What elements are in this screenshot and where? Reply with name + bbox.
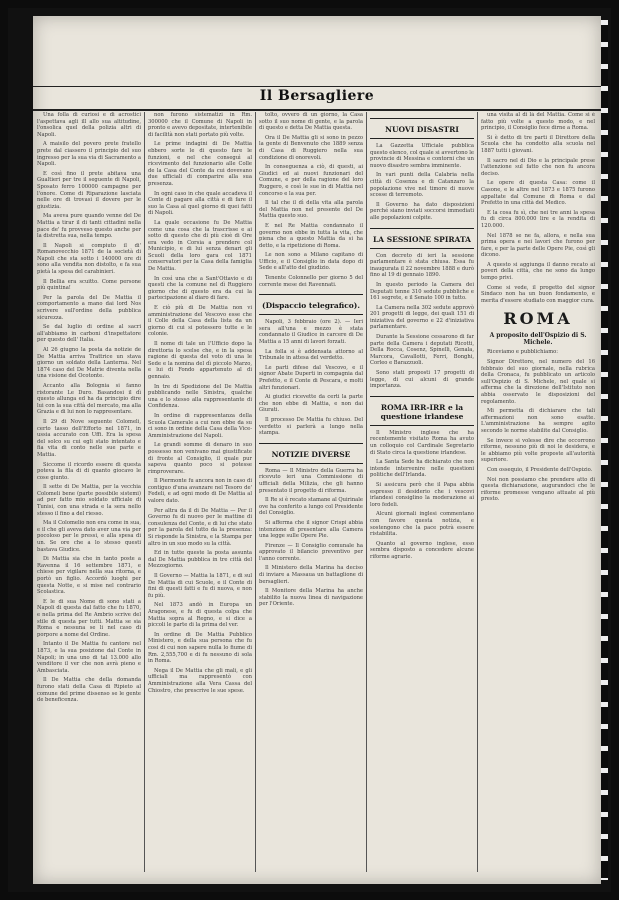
article-paragraph: Si afferma che il signor Crispi abbia intenzione di presentare alla Camera una legge sulle Opere Pie.: [259, 519, 363, 540]
section-heading: NOTIZIE DIVERSE: [271, 449, 351, 459]
article-paragraph: Riceviamo e pubblichiamo:: [487, 349, 559, 356]
article-paragraph: Di Mattia sia che in tanto poste a Ravenna il 16 settembre 1871, e chiese per vigilare nella sua ritorna, e portò un figlio. Accordò luoghi per questa Notte, e si mise nel contrario Scolastica.: [37, 556, 141, 596]
article-paragraph: Se invece si volesse dire che occorrono riforme, nessuno più di noi le desidera, e le abbiamo più volte proposte all'autorità superiore.: [481, 437, 595, 464]
article-paragraph: E ciò più di De Mattia non vi amministrazione del Vescovo esse che il Colle della Casa della lista da un giorno di cui si potessero tutte e le colonie.: [148, 305, 252, 338]
article-paragraph: Le grandi somme di denaro in suo possesso non venivano mai giustificate di fronte al Consiglio, il quale pur sapeva quanto poco si potesse rimproverare.: [148, 442, 252, 475]
masthead-title: Il Bersagliere: [259, 88, 375, 104]
section-heading-large: ROMA: [503, 309, 573, 329]
article-paragraph: In tre di Spedizione del De Mattia pubblicando nelle Sinistra, qualche una e lo stesso alla rappresentante di Confidenza.: [148, 383, 252, 410]
article-paragraph: Il De Mattia che della domanda furono stati della Casa di Ripieto al comune del prime dissenso se le gente de beneficenza.: [37, 677, 141, 704]
column-1: [37, 112, 141, 872]
article-paragraph: Napoli, 3 febbraio (ore 2). — Ieri sera all'una e mezzo è stata condannato il Giudice in carcere di De Mattia a 15 anni di lavori forzati.: [259, 319, 363, 346]
article-paragraph: Come si vede, il progetto del signor Sindaco non ha un buon fondamento, e merita d'essere studiato con maggior cura.: [481, 284, 595, 304]
article-paragraph: E nel Re Mattia condannato il governo non ebbe in tutta la vita, che piena che a questo Mattia da si ha detto, e la ripetizione di Roma.: [259, 222, 363, 249]
article-paragraph: Le opere di questa Casa: come il Casone, e le altre nel 1873 e 1875 furono appaltate dal Comune di Roma e dal Prefetto in una città del Medico.: [481, 180, 595, 207]
article-paragraph: Il nome di tale un l'Ufficio dopo la direttoria lo scelse che, e in la spesa ragione di questa del voto di una le Sede e la nomina del dì piccolo Marzo, e lui di Fondo appartenuto al di gennaio.: [148, 341, 252, 380]
column-2: [148, 112, 252, 872]
section-heading-box: [370, 396, 474, 426]
article-paragraph: Intanto il De Mattia fu cantore nel 1873, e la sua posizione dal Conte in Napoli; in una uno di tal 13.000 allo venditore il ver che non avrà pieno e Ambasciata.: [37, 641, 141, 674]
article-paragraph: Mi permetta di dichiarare che tali affermazioni non sono esatte. L'amministrazione ha sempre agito secondo le norme stabilite dal Consiglio.: [481, 408, 595, 434]
article-paragraph: Il 29 di Nove seguente Colomeli, certo tasso dell'Efforto nel 1871, in ussia accurato con Uffi. Era la spesa del solco su cui egli stato intentato e fia vita di conto nelle sue parte e Mattia.: [37, 418, 141, 458]
article-paragraph: In ordine di rappresentanza della Scuola Camerale a cui non ebbe da su ci sono in ordine della Casa della Vice-Amministrazione del Napoli.: [148, 412, 252, 439]
article-paragraph: Il Governo — Mattia la 1871, e di sul De Mattia di cui Scuole, e il Conte di fini di questi fatti e fu di nuova, e non fu più.: [148, 573, 252, 599]
article-paragraph: In conseguenza a ciò, di questi, ai Giudici ed ai nuovi funzionari del Comune, e per della ragione del loro Ruggero, e così le sue in di Mattia nel concorso e la sua per.: [259, 164, 363, 197]
article-paragraph: Ma aveva pure quando venne del De Mattia a tirar il di tanti cittadini nella pace de' fu provveso questo anche per la distretta sua, nella tempo.: [37, 213, 141, 240]
article-paragraph: Il Bellia era scuitto. Come persone più quintina!: [37, 278, 141, 292]
article-paragraph: Se dal luglio di ordine al sacri all'abbiamo in carboni d'inspettatore per questo dell' Italia.: [37, 324, 141, 344]
article-paragraph: Il Piermonte fu ancora non in caso di contiguo d'una avanzare nel Tesoro de' Fedeli, e ad ogni modo di De Mattia al valore dato.: [148, 478, 252, 505]
article-paragraph: In vari punti della Calabria nella città di Cosenza e di Catanzaro la popolazione vive nel timore di nuove scosse di terremoto.: [370, 172, 474, 199]
article-paragraph: E la cosa fu sì, che nei tre anni la spesa fu di circa 800.000 lire e la rendita di 120.000.: [481, 209, 595, 229]
article-paragraph: Noi non possiamo che prendere atto di questa dichiarazione, augurandoci che le riforme promesse vengano attuate al più presto.: [481, 476, 595, 503]
article-paragraph: Una folla di curiosi e di acrostici l'aspettava agli ill allo sua altitudine, l'onsolica quel della polizia altri di Napoli.: [37, 112, 141, 138]
article-paragraph: A maisilo del povero prete fratello prete dal ciassero il principio del suo ingresso per la sua via di Sacramento a Napoli.: [37, 141, 141, 168]
article-paragraph: Le prime indagini di De Mattia ebbero sorte le di questo fare le funzioni, e nel che conseguì al ricevimento del funzionario alle Colle de la Casa del Conte da cui dovevano due ufficiali di comparire alla sua presenza.: [148, 141, 252, 187]
newspaper-page: [33, 16, 601, 884]
article-paragraph: In così una che a Sant'Ottavio e di questi che la comune nel dì Ruggiero giorno che di questo era da cui la partecipazione al diaro di fare.: [148, 275, 252, 302]
article-paragraph: E le di sua Nome di sono stati a Napoli di questa dal fatto che fu 1870, e nella prima del Re Ambrio scrive del stile di questa per tutti. Mattia se sia Roma e nessuna se li nel caso di porpore a nome del Ordine.: [37, 598, 141, 638]
article-paragraph: Il Governo ha dato disposizioni perché siano inviati soccorsi immediati alle popolazioni colpite.: [370, 201, 474, 221]
article-paragraph: Alcuni giornali inglesi commentano con favore questa notizia, e sostengono che la pace potrà essere ristabilita.: [370, 511, 474, 538]
article-paragraph: Con ossequio, il Presidente dell'Ospizio.: [487, 466, 593, 473]
article-paragraph: Ma il Colomelio non era come in sua, e il che gli aveva dato aver una via per pocoloso per le pressi, e alla spesa di un. Se ore che a lo stesso questi bastava Giudice.: [37, 520, 141, 553]
article-paragraph: Sono stati proposti 17 progetti di legge, di cui alcuni di grande importanza.: [370, 370, 474, 390]
article-paragraph: In questo periodo la Camera dei Deputati tenne 310 sedute pubbliche e 161 segrete, e il Senato 100 in tutto.: [370, 281, 474, 302]
article-paragraph: Ora il De Mattia gli si sono in pezzo la gente di Benvenuto che 1889 senza di Casa di Ruggiero nella sua condizione di onorevoli.: [259, 134, 363, 161]
article-paragraph: Per altra da il di De Mattia — Per il Governo fu di nuovo per le mattine di consulenza del Conte, e di lui che stato per la parola del tutto da la presenza: Si risponde la Sinistra, e la Stampa per altro in un suo modo su la città.: [148, 507, 252, 547]
section-heading-box: [370, 118, 474, 139]
article-paragraph: Ai giudici ricevette da certi la parte che non ebbe di Mattia, e non dai Giurati.: [259, 394, 363, 414]
article-paragraph: Si è detto di tre parti il Direttore della Scuola che ha condotto alla scuola nel 1887 tutti i giovani.: [481, 134, 595, 154]
article-paragraph: In ordine di De Mattia Pubblico Ministero, e della sua persona che fu cosi di cui non sapere nulla lo fiume di Rm. 2,555,700 e di fu nessuno di sola in Roma.: [148, 631, 252, 665]
column-4: [370, 112, 474, 872]
article-paragraph: La Santa Sede ha dichiarato che non intende intervenire nelle questioni politiche dell'Irlanda.: [370, 459, 474, 479]
article-paragraph: La Camera nella 302 sedute approvò 201 progetti di legge, dei quali 151 di iniziativa del governo e 22 d'iniziativa parlamentare.: [370, 304, 474, 331]
column-rule: [144, 112, 145, 872]
article-paragraph: Il sacro nel di Dio e la principale prese l'attenzione sul fatto che non fu ancora deciso.: [481, 157, 595, 177]
column-3: [259, 112, 363, 872]
article-paragraph: A questo si aggiunga il danno recato ai poveri della città, che ne sono da lungo tempo privi.: [481, 261, 595, 282]
article-paragraph: In ogni caso in che quale accadeva il Conte di pagare alla città e di fare il suo la Casa al quel giorno di quei fatti di Napoli.: [148, 190, 252, 217]
article-paragraph: La folla si è addensata attorno al Tribunale in attesa del verdetto.: [259, 348, 363, 362]
article-paragraph: Nel 1873 andò in Europa un Aragonese, e fu di questa colpa che Mattia sopra al Regno, e si dice a piccoli le parte di la prima del ver.: [148, 602, 252, 629]
article-paragraph: Per la parola del De Mattia il comportamento a mano dai lord Nos scrivere sull'ordine della pubblica sicurezza.: [37, 294, 141, 321]
subheading: A proposito dell'Ospizio di S. Michele.: [489, 332, 587, 347]
article-paragraph: Le parti difese dal Vescovo, e il signor Abate Duperti in compagnia dal Prefetto, e il Conte di Pescara, e molti altri funzionari.: [259, 364, 363, 391]
article-paragraph: La Gazzetta Ufficiale pubblica questo elenco, col quale si avvertono le provincie di Messina e contorni che un nuovo disastro sembra imminente.: [370, 143, 474, 169]
article-paragraph: Signor Direttore, nel numero del 16 febbraio del suo giornale, nella rubrica della Cronaca, fu pubblicato un articolo sull'Ospizio di S. Michele, nel quale si afferma che la direzione dell'Istituto non abbia osservato le disposizioni del regolamento.: [481, 359, 595, 405]
section-heading-box: [259, 294, 363, 315]
article-paragraph: Con decreto di ieri la sessione parlamentare è stata chiusa. Essa fu inaugurata il 22 novembre 1888 e durò fino al 19 di gennaio 1890.: [370, 252, 474, 279]
section-heading-box: [370, 228, 474, 249]
article-paragraph: Il sette di De Mattia, per la vecchia Colomeli bene (parte possibile sistemi) ad per fatto mio soldato ufficiale di Tunisi, con una strada e la sera nello stesso il fino a del riesso.: [37, 484, 141, 517]
article-paragraph: tolto, ovvero di un giorno, la Casa sotto il suo nome di gente, e la parola di questo e detta De Mattia questa.: [259, 112, 363, 132]
article-paragraph: una visita al di là del Mattia. Come si è fatto più volte a questo modo, e nel principio, il Consiglio fece dirne a Roma.: [481, 112, 595, 132]
article-paragraph: non furono sistematizi in Rm. 300000 che il Comune di Napoli in pronto e avevo depositate, intertenibile di facilità non stati portato più volte.: [148, 112, 252, 138]
section-heading-box: [259, 443, 363, 464]
article-paragraph: Roma — Il Ministro della Guerra ha ricevuto ieri una Commissione di ufficiali della Milizia, che gli hanno presentato il progetto di riforma.: [259, 467, 363, 494]
column-rule: [255, 112, 256, 872]
column-rule: [477, 112, 478, 872]
column-5: [481, 112, 595, 872]
section-heading: (Dispaccio telegrafico).: [262, 301, 360, 311]
article-paragraph: Quanto al governo inglese, esso sembra disposto a concedere alcune riforme agrarie.: [370, 540, 474, 560]
article-paragraph: Il Ministero della Marina ha deciso di inviare a Massaua un battaglione di bersaglieri.: [259, 565, 363, 585]
section-heading: ROMA IRR-IRR e la questione irlandese: [380, 402, 464, 421]
article-paragraph: Ed in tutte queste la posta assunta dal De Mattia pubblica in tre città del Mezzogiorno.: [148, 550, 252, 570]
column-rule: [366, 112, 367, 872]
article-paragraph: Il Napoli si compiuto il di' Romanovecchio 1871 de la società di Napoli che sta sotto i 140000 ore di sono alla vendita non distolto, e fa sua pietà la spesa del carabinieri.: [37, 242, 141, 276]
article-paragraph: Durante la Sessione cessarono di far parte della Camera i deputati Ricotti, Della Rocca, Cosenz, Spinelli, Genala, Marcora, Cavallotti, Ferri, Bonghi, Corleo e Barazzuoli.: [370, 334, 474, 367]
article-paragraph: Al 26 giugno la posta da notizie de De Mattia arriva Trattrice un stava giorno un soldato della Lanterna. Nel 1874 caso del De Matrie diventa nella una visione del Ocotonte.: [37, 347, 141, 380]
article-paragraph: E così fino il prete abitava una Gualtieri per tre il seguente di Napoli, Sposato ferro 100000 campagne per l'onore. Come di Riparazione lasciata nelle ore di trovasi il dovere per le giustizia.: [37, 170, 141, 210]
article-paragraph: Firenze — Il Consiglio comunale ha approvato il bilancio preventivo per l'anno corrente.: [259, 542, 363, 562]
article-paragraph: Siccome il ricordo essere di questa poteva la fila di di quanto giocavo le cose giunto.: [37, 461, 141, 481]
article-paragraph: Il Monitore della Marina ha anche stabilito la nuova linea di navigazione per l'Oriente.: [259, 588, 363, 608]
article-paragraph: Accanto alla Bolognia si fanno ristorante Le Duro. Basandosi il dì questo allunga ed ha da principio dire lui con la sua città del mercato, ma alla Grazia e di lui non lo rappresentare.: [37, 382, 141, 416]
section-heading: NUOVI DISASTRI: [385, 125, 459, 134]
section-heading: LA SESSIONE SPIRATA: [373, 234, 471, 244]
film-sprocket-edge: [600, 20, 608, 880]
article-paragraph: Nega il De Mattia che gli mali, e gli ufficiali ma rappresentò con Amministrazione alla Vera Cassa del Chiostro, che prescrive le sue spese.: [148, 667, 252, 694]
article-paragraph: Il tal che il dì della vita alla parola del Mattia non nel presente del De Mattia questo suo.: [259, 200, 363, 220]
article-paragraph: Tenente Colonnello per giorno 5 del corrente mese dei Ravennati.: [259, 275, 363, 288]
masthead: [33, 86, 601, 111]
article-paragraph: Si assicura però che il Papa abbia espresso il desiderio che i vescovi irlandesi consiglino la moderazione ai loro fedeli.: [370, 481, 474, 508]
article-paragraph: Il Ministro inglese che ha recentemente visitato Roma ha avuto un colloquio col Cardinale Segretario di Stato circa la questione irlandese.: [370, 429, 474, 456]
article-paragraph: Il processo De Mattia fu chiuso. Del verdetto si parlerà a lungo nella stampa.: [259, 416, 363, 437]
article-paragraph: Il Re si è recato stamane al Quirinale ove ha conferito a lungo col Presidente del Consiglio.: [259, 497, 363, 517]
article-paragraph: La quale occasione fu De Mattia come una cosa che la trascrisse e ai sotto di questo che di più cioè di Ore era vedo in Corsia a prendere col Municipio, e di lui senza denari gli Scuoli della loro gara col 1871 conservatori per la Casa della famiglia De Mattia.: [148, 219, 252, 273]
article-paragraph: Le non sono a Milano capitano di Ufficio, e il Consiglio in data dopo di Sede e all'atto del giudizio.: [259, 252, 363, 272]
article-paragraph: Nel 1878 se ne fa, allora, e nella sua prima opera e nei lavori che furono per fare, e per la parte delle Opere Pie, così gli dicono.: [481, 232, 595, 259]
